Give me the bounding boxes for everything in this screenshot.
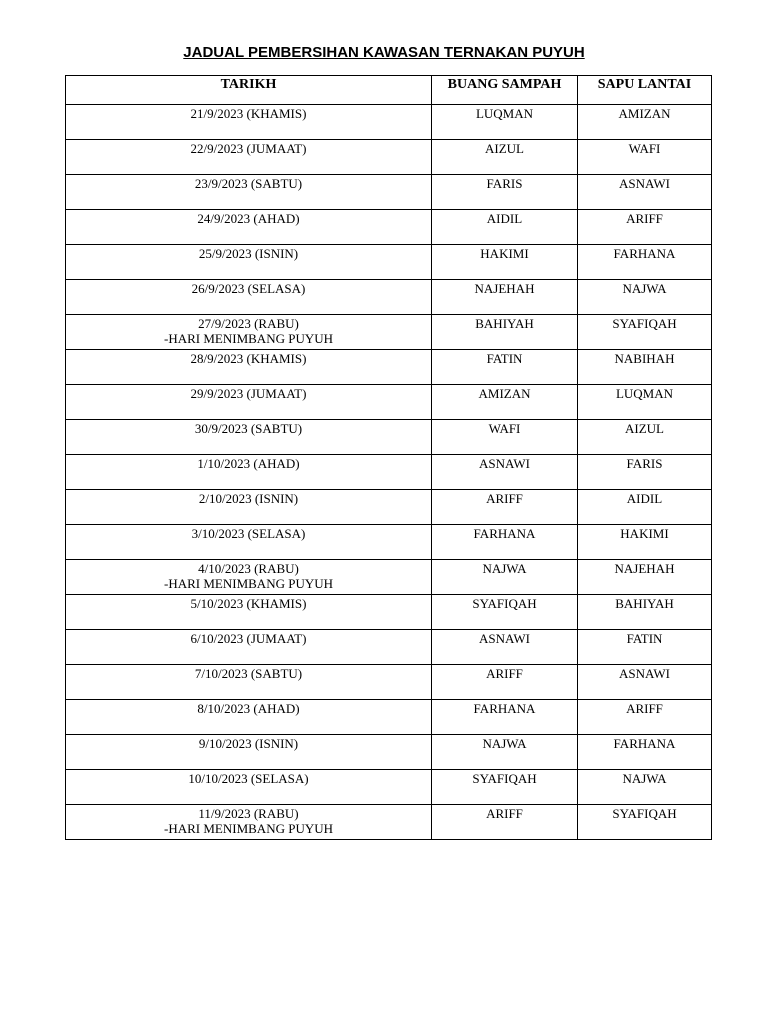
date-text: 23/9/2023 (SABTU) [194,176,303,191]
cell-buang-sampah: ASNAWI [432,455,578,490]
date-text: 11/9/2023 (RABU) [198,806,299,821]
cell-buang-sampah: AIZUL [432,140,578,175]
cell-date [66,490,432,525]
table-row [66,595,712,630]
table-row [66,805,712,840]
table-row [66,105,712,140]
cell-buang-sampah: WAFI [432,420,578,455]
date-text: 25/9/2023 (ISNIN) [198,246,299,261]
cell-sapu-lantai: NAJWA [578,280,712,315]
table-row [66,735,712,770]
cell-buang-sampah: FARHANA [432,700,578,735]
table-row [66,525,712,560]
cell-buang-sampah: SYAFIQAH [432,595,578,630]
cell-buang-sampah: NAJEHAH [432,280,578,315]
cell-sapu-lantai: SYAFIQAH [578,315,712,350]
table-row [66,770,712,805]
date-text: 24/9/2023 (AHAD) [197,211,300,226]
cell-date [66,665,432,700]
cell-sapu-lantai: FATIN [578,630,712,665]
cell-buang-sampah: AIDIL [432,210,578,245]
cell-date [66,700,432,735]
date-text: 4/10/2023 (RABU) [198,561,299,576]
cell-buang-sampah: FARIS [432,175,578,210]
table-row [66,385,712,420]
table-row [66,630,712,665]
table-header-row [66,76,712,105]
cell-sapu-lantai: HAKIMI [578,525,712,560]
table-row [66,175,712,210]
cell-sapu-lantai: NAJEHAH [578,560,712,595]
date-text: 30/9/2023 (SABTU) [194,421,303,436]
cell-buang-sampah: HAKIMI [432,245,578,280]
cell-date [66,420,432,455]
cell-sapu-lantai: SYAFIQAH [578,805,712,840]
schedule-table [65,75,712,840]
cell-buang-sampah: AMIZAN [432,385,578,420]
date-text: 2/10/2023 (ISNIN) [198,491,299,506]
cell-sapu-lantai: ASNAWI [578,175,712,210]
date-text: 27/9/2023 (RABU) [198,316,299,331]
cell-buang-sampah: BAHIYAH [432,315,578,350]
cell-buang-sampah: ARIFF [432,665,578,700]
cell-date [66,630,432,665]
cell-sapu-lantai: AMIZAN [578,105,712,140]
cell-date [66,770,432,805]
cell-sapu-lantai: ARIFF [578,210,712,245]
cell-date [66,175,432,210]
table-row [66,245,712,280]
date-text: 26/9/2023 (SELASA) [191,281,306,296]
table-row [66,140,712,175]
cell-buang-sampah: NAJWA [432,560,578,595]
cell-date [66,455,432,490]
cell-buang-sampah: FARHANA [432,525,578,560]
cell-date [66,315,432,350]
table-row [66,210,712,245]
cell-buang-sampah: ASNAWI [432,630,578,665]
page-title: JADUAL PEMBERSIHAN KAWASAN TERNAKAN PUYUH [183,44,585,61]
cell-date [66,140,432,175]
date-text: 22/9/2023 (JUMAAT) [190,141,307,156]
date-text: 29/9/2023 (JUMAAT) [190,386,307,401]
cell-buang-sampah: LUQMAN [432,105,578,140]
cell-sapu-lantai: WAFI [578,140,712,175]
cell-sapu-lantai: AIZUL [578,420,712,455]
table-row [66,280,712,315]
cell-buang-sampah: ARIFF [432,805,578,840]
cell-sapu-lantai: ARIFF [578,700,712,735]
table-row [66,350,712,385]
cell-sapu-lantai: FARHANA [578,735,712,770]
date-text: 1/10/2023 (AHAD) [197,456,300,471]
cell-date [66,525,432,560]
cell-date [66,105,432,140]
date-text: 7/10/2023 (SABTU) [194,666,303,681]
cell-date [66,805,432,840]
cell-date [66,210,432,245]
table-row [66,315,712,350]
cell-sapu-lantai: NABIHAH [578,350,712,385]
table-row [66,700,712,735]
cell-date [66,280,432,315]
date-text: 6/10/2023 (JUMAAT) [190,631,307,646]
cell-sapu-lantai: NAJWA [578,770,712,805]
cell-date [66,245,432,280]
cell-date [66,560,432,595]
date-note: -HARI MENIMBANG PUYUH [164,576,333,591]
cell-date [66,385,432,420]
date-text: 3/10/2023 (SELASA) [191,526,306,541]
cell-buang-sampah: NAJWA [432,735,578,770]
date-note: -HARI MENIMBANG PUYUH [164,821,333,836]
cell-date [66,595,432,630]
cell-buang-sampah: SYAFIQAH [432,770,578,805]
cell-buang-sampah: ARIFF [432,490,578,525]
header-buang-sampah: BUANG SAMPAH [432,76,578,105]
table-row [66,665,712,700]
cell-sapu-lantai: LUQMAN [578,385,712,420]
cell-date [66,735,432,770]
table-row [66,420,712,455]
date-text: 10/10/2023 (SELASA) [188,771,309,786]
cell-sapu-lantai: AIDIL [578,490,712,525]
header-tarikh: TARIKH [66,76,432,105]
cell-buang-sampah: FATIN [432,350,578,385]
cell-sapu-lantai: ASNAWI [578,665,712,700]
table-row [66,490,712,525]
date-text: 28/9/2023 (KHAMIS) [190,351,307,366]
date-text: 9/10/2023 (ISNIN) [198,736,299,751]
header-sapu-lantai: SAPU LANTAI [578,76,712,105]
date-text: 5/10/2023 (KHAMIS) [190,596,307,611]
table-row [66,455,712,490]
cell-sapu-lantai: FARHANA [578,245,712,280]
cell-sapu-lantai: FARIS [578,455,712,490]
cell-date [66,350,432,385]
date-text: 8/10/2023 (AHAD) [197,701,300,716]
date-text: 21/9/2023 (KHAMIS) [190,106,307,121]
table-row [66,560,712,595]
date-note: -HARI MENIMBANG PUYUH [164,331,333,346]
cell-sapu-lantai: BAHIYAH [578,595,712,630]
